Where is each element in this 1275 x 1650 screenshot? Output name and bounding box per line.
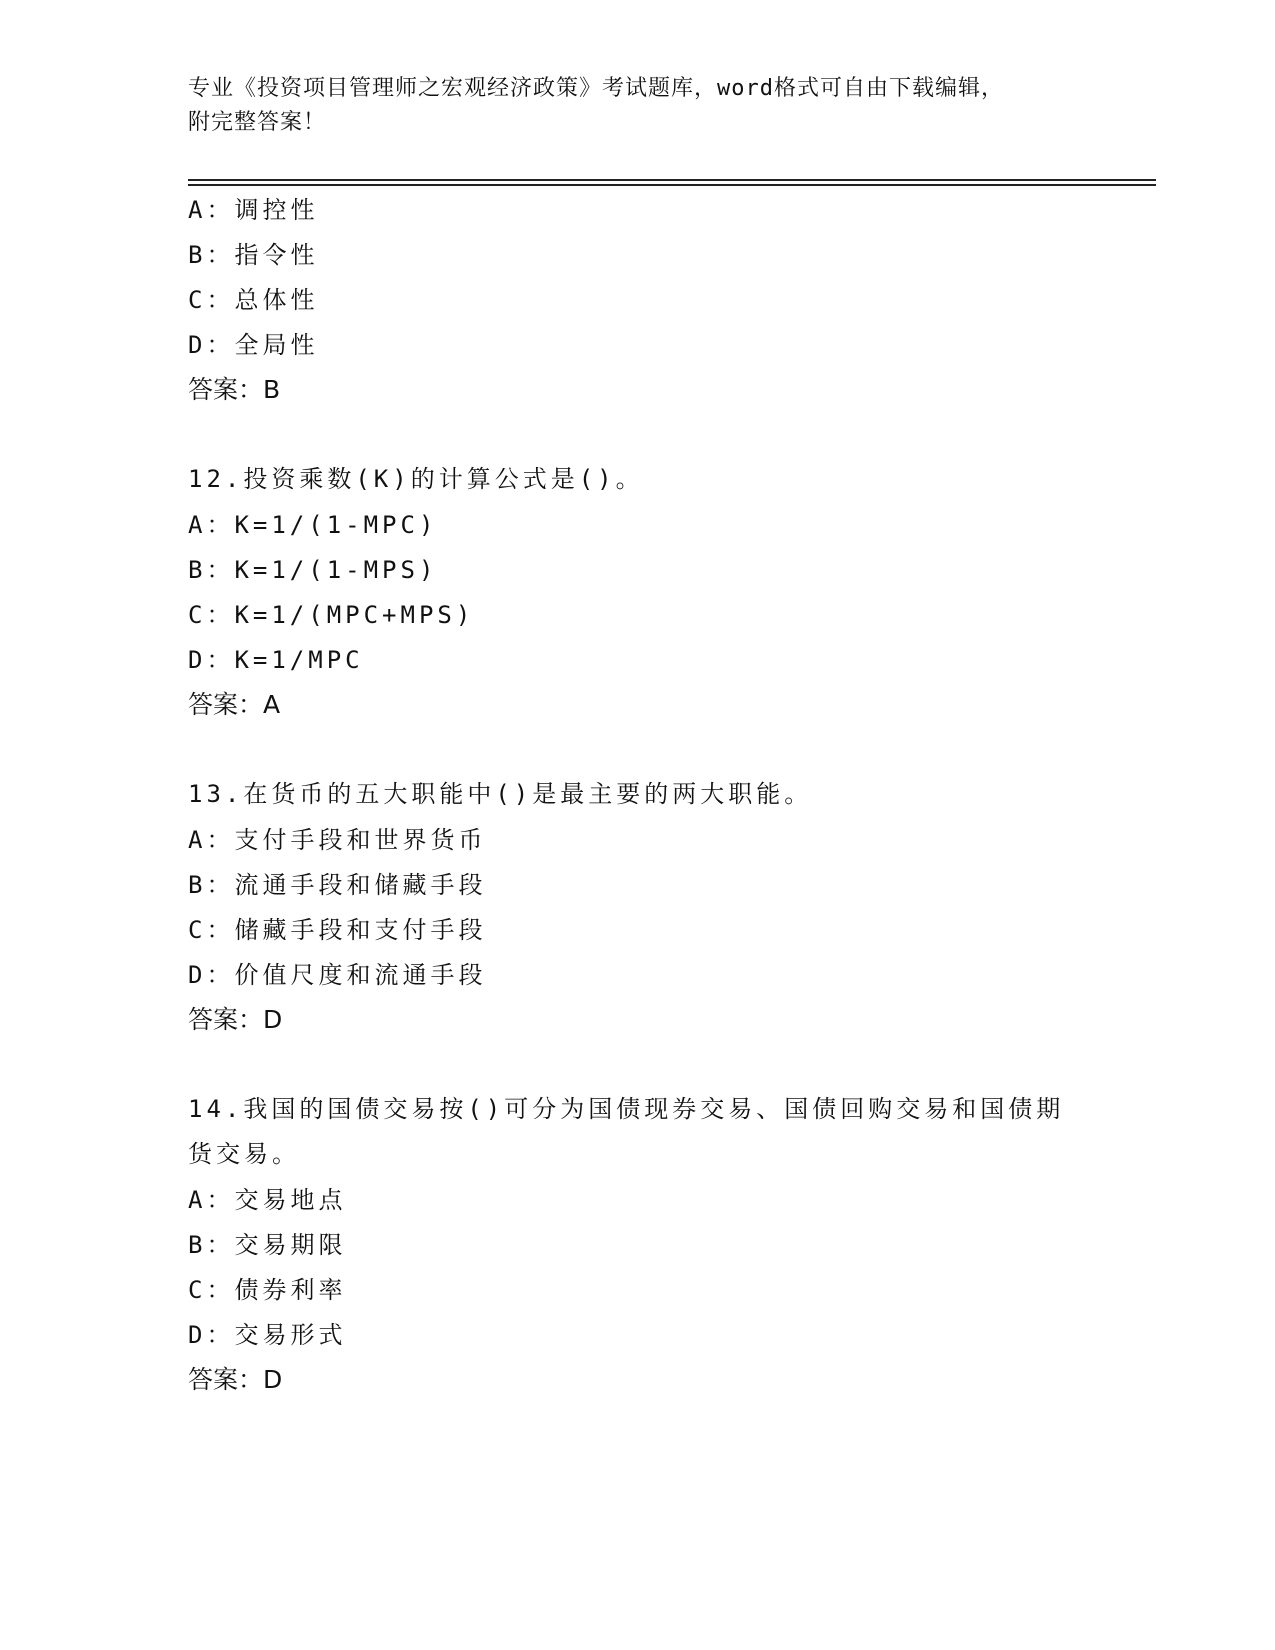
q11-option-c: C：总体性 xyxy=(188,286,319,314)
q12-question: 12.投资乘数(K)的计算公式是()。 xyxy=(188,465,644,493)
q12-option-a: A：K=1/(1-MPC) xyxy=(188,511,438,539)
q11-option-a: A：调控性 xyxy=(188,196,319,224)
q14-question-line-2: 货交易。 xyxy=(188,1140,300,1168)
q11-option-b: B：指令性 xyxy=(188,241,319,269)
q12-option-b: B：K=1/(1-MPS) xyxy=(188,556,438,584)
q12-answer: 答案：A xyxy=(188,690,281,719)
header-divider-bottom xyxy=(188,184,1156,186)
q13-option-b: B：流通手段和储藏手段 xyxy=(188,871,487,899)
q14-answer: 答案：D xyxy=(188,1365,283,1394)
header-line-2: 附完整答案！ xyxy=(188,110,327,135)
q11-option-d: D：全局性 xyxy=(188,331,319,359)
q12-option-c: C：K=1/(MPC+MPS) xyxy=(188,601,475,629)
q12-option-d: D：K=1/MPC xyxy=(188,646,364,674)
q13-option-c: C：储藏手段和支付手段 xyxy=(188,916,487,944)
q11-answer: 答案：B xyxy=(188,375,281,404)
q13-answer: 答案：D xyxy=(188,1005,283,1034)
q14-option-a: A：交易地点 xyxy=(188,1186,347,1214)
q13-question: 13.在货币的五大职能中()是最主要的两大职能。 xyxy=(188,780,813,808)
q13-option-d: D：价值尺度和流通手段 xyxy=(188,961,487,989)
header-line-1: 专业《投资项目管理师之宏观经济政策》考试题库，word格式可自由下载编辑， xyxy=(188,76,1004,101)
document-header xyxy=(188,72,1088,140)
q14-option-c: C：债券利率 xyxy=(188,1276,347,1304)
q13-option-a: A：支付手段和世界货币 xyxy=(188,826,487,854)
q14-question-line-1: 14.我国的国债交易按()可分为国债现券交易、国债回购交易和国债期 xyxy=(188,1095,1065,1123)
header-divider-top xyxy=(188,179,1156,181)
q14-option-b: B：交易期限 xyxy=(188,1231,347,1259)
q14-option-d: D：交易形式 xyxy=(188,1321,347,1349)
